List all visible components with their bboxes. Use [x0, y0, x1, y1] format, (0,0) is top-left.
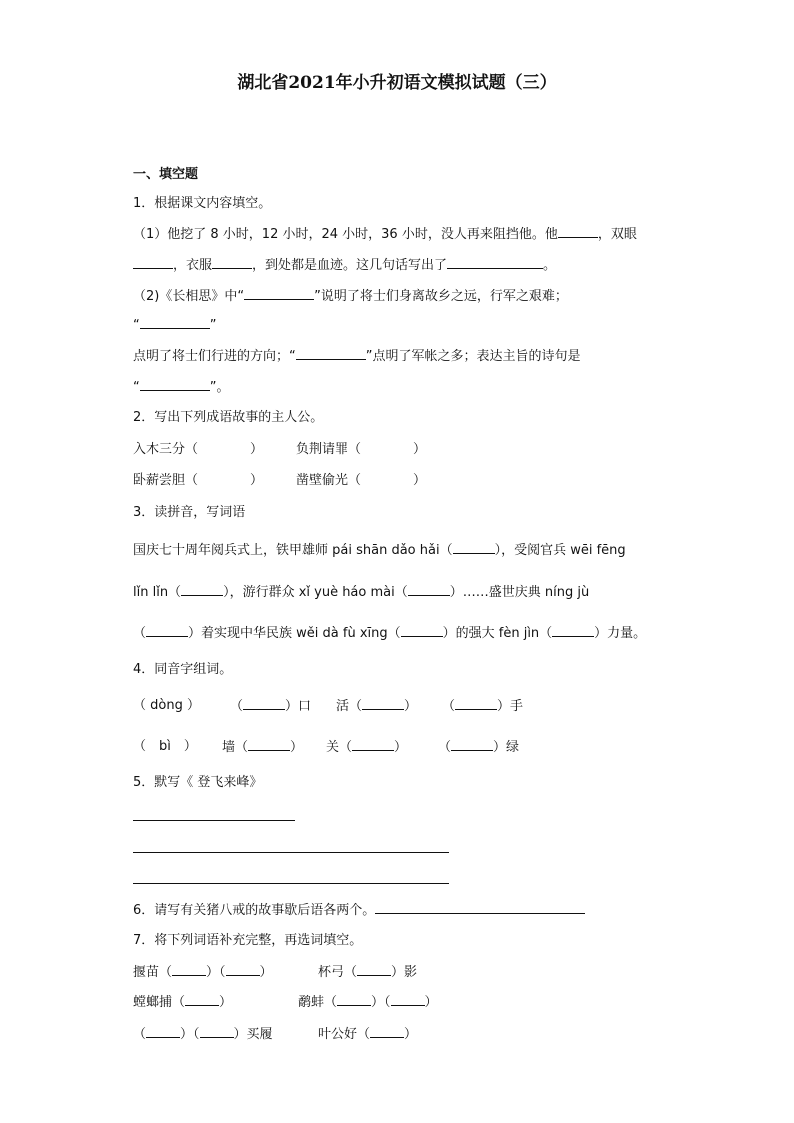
question-2-stem: 2．写出下列成语故事的主人公。: [133, 410, 324, 425]
answer-blank[interactable]: [140, 315, 210, 329]
idiom-text: 入木三分（: [133, 442, 199, 457]
answer-blank[interactable]: [140, 377, 210, 391]
idiom-close: ）: [250, 473, 264, 488]
question-1-stem: 1．根据课文内容填空。: [133, 196, 272, 211]
idiom-item: [133, 471, 263, 491]
pinyin-label: （ dòng ）: [133, 698, 200, 713]
answer-blank[interactable]: [337, 992, 371, 1006]
q1-text: ”说明了将士们身离故乡之远，行军之艰难；: [314, 289, 568, 304]
q3-text: ）的强大 fèn jìn（: [442, 626, 553, 641]
q7-text: 鹬蚌（: [298, 995, 338, 1010]
q4-text: （: [438, 740, 452, 755]
q4-text: ）: [404, 699, 418, 714]
idiom-text: 卧薪尝胆（: [133, 473, 199, 488]
homophone-item: [230, 696, 311, 717]
answer-blank[interactable]: [453, 540, 495, 554]
section-heading: 一、填空题: [133, 167, 199, 182]
idiom-fill: [298, 992, 438, 1013]
q7-text: ）（: [371, 995, 391, 1010]
q1-text: ”。: [209, 380, 230, 395]
answer-blank[interactable]: [185, 992, 219, 1006]
q1-text: （2)《长相思》中“: [133, 289, 245, 304]
q1-text: “: [133, 380, 140, 395]
q4-text: 墙（: [222, 740, 249, 755]
q3-text: ），游行群众 xǐ yuè háo mài（: [223, 585, 408, 600]
idiom-text: 负荆请罪（: [296, 442, 362, 457]
answer-blank[interactable]: [133, 255, 173, 269]
question-3-line-3: [133, 623, 646, 644]
q7-text: ）: [404, 1027, 418, 1042]
q4-text: ）: [290, 740, 304, 755]
idiom-fill: [318, 962, 417, 983]
writing-line[interactable]: [133, 852, 449, 853]
q7-text: 杯弓（: [318, 965, 358, 980]
q1-text: 点明了将士们行进的方向；“: [133, 349, 296, 364]
q1-text: “: [133, 318, 140, 333]
homophone-item: [326, 737, 407, 758]
question-7-stem: 7．将下列词语补充完整，再选词填空。: [133, 933, 363, 948]
question-5-stem: 5．默写《 登飞来峰》: [133, 775, 263, 790]
question-3-line-2: [133, 582, 589, 603]
homophone-item: [442, 696, 523, 717]
q4-text: ）: [394, 740, 408, 755]
question-1-line-4: [133, 315, 217, 336]
answer-blank[interactable]: [172, 962, 206, 976]
q4-text: 关（: [326, 740, 353, 755]
q1-text: （1）他挖了 8 小时，12 小时，24 小时，36 小时，没人再来阻挡他。他: [133, 227, 558, 242]
question-6-stem: [133, 900, 585, 921]
question-4-stem: 4．同音字组词。: [133, 662, 233, 677]
answer-blank[interactable]: [401, 623, 443, 637]
question-1-line-6: [133, 377, 230, 398]
answer-blank[interactable]: [243, 696, 285, 710]
q1-text: 。: [543, 258, 557, 273]
answer-blank[interactable]: [146, 623, 188, 637]
q7-text: 叶公好（: [318, 1027, 371, 1042]
idiom-close: ）: [250, 442, 264, 457]
q4-text: （: [230, 699, 244, 714]
answer-blank[interactable]: [447, 255, 543, 269]
q1-text: ”点明了军帐之多；表达主旨的诗句是: [365, 349, 581, 364]
q7-text: ）: [259, 965, 273, 980]
q7-text: 螳螂捕（: [133, 995, 186, 1010]
answer-blank[interactable]: [391, 992, 425, 1006]
answer-blank[interactable]: [244, 286, 314, 300]
idiom-item: [133, 440, 263, 460]
idiom-text: 凿壁偷光（: [296, 473, 362, 488]
homophone-item: [222, 737, 303, 758]
q3-text: ）着实现中华民族 wěi dà fù xīng（: [188, 626, 401, 641]
q1-text: ，衣服: [173, 258, 213, 273]
q3-text: 国庆七十周年阅兵式上，铁甲雄师 pái shān dǎo hǎi（: [133, 543, 453, 558]
answer-blank[interactable]: [200, 1024, 234, 1038]
answer-blank[interactable]: [451, 737, 493, 751]
q6-text: 6．请写有关猪八戒的故事歇后语各两个。: [133, 903, 376, 918]
q4-text: ）绿: [493, 740, 520, 755]
answer-blank[interactable]: [552, 623, 594, 637]
q7-text: ）买履: [233, 1027, 273, 1042]
q7-text: ）（: [206, 965, 226, 980]
question-1-line-2: [133, 255, 556, 276]
idiom-fill: [133, 962, 273, 983]
q3-text: ）力量。: [594, 626, 647, 641]
page-title: 湖北省2021年小升初语文模拟试题（三）: [237, 73, 557, 93]
q7-text: 揠苗（: [133, 965, 173, 980]
question-3-stem: 3．读拼音，写词语: [133, 505, 246, 520]
answer-blank[interactable]: [357, 962, 391, 976]
q7-text: （: [133, 1027, 147, 1042]
answer-blank[interactable]: [352, 737, 394, 751]
answer-blank[interactable]: [362, 696, 404, 710]
pinyin-label: （ bì ）: [133, 739, 197, 754]
idiom-item: [296, 440, 426, 460]
q1-text: ”: [209, 318, 217, 333]
answer-blank[interactable]: [375, 900, 585, 914]
writing-line[interactable]: [133, 820, 295, 821]
idiom-fill: [133, 1024, 273, 1045]
question-1-line-5: [133, 346, 581, 367]
q3-text: ），受阅官兵 wēi fēng: [494, 543, 626, 558]
answer-blank[interactable]: [181, 582, 223, 596]
answer-blank[interactable]: [296, 346, 366, 360]
idiom-fill: [133, 992, 232, 1013]
q1-text: ，双眼: [597, 227, 637, 242]
question-1-line-1: [133, 224, 637, 245]
answer-blank[interactable]: [455, 696, 497, 710]
answer-blank[interactable]: [212, 255, 252, 269]
answer-blank[interactable]: [226, 962, 260, 976]
q4-text: 活（: [336, 699, 363, 714]
idiom-item: [296, 471, 426, 491]
q4-text: （: [442, 699, 456, 714]
q4-text: ）口: [285, 699, 312, 714]
answer-blank[interactable]: [408, 582, 450, 596]
q3-text: ）……盛世庆典 níng jù: [449, 585, 590, 600]
homophone-item: [336, 696, 417, 717]
question-3-line-1: [133, 540, 626, 561]
idiom-close: ）: [413, 473, 427, 488]
q3-text: （: [133, 626, 147, 641]
answer-blank[interactable]: [248, 737, 290, 751]
homophone-item: [438, 737, 519, 758]
q3-text: lǐn lǐn（: [133, 585, 182, 600]
q7-text: ）: [424, 995, 438, 1010]
answer-blank[interactable]: [370, 1024, 404, 1038]
q7-text: ）（: [180, 1027, 200, 1042]
answer-blank[interactable]: [558, 224, 598, 238]
idiom-fill: [318, 1024, 417, 1045]
q4-text: ）手: [497, 699, 524, 714]
q1-text: ，到处都是血迹。这几句话写出了: [252, 258, 448, 273]
answer-blank[interactable]: [146, 1024, 180, 1038]
idiom-close: ）: [413, 442, 427, 457]
question-1-line-3: [133, 286, 568, 307]
q7-text: ）: [219, 995, 233, 1010]
q7-text: ）影: [391, 965, 418, 980]
writing-line[interactable]: [133, 883, 449, 884]
